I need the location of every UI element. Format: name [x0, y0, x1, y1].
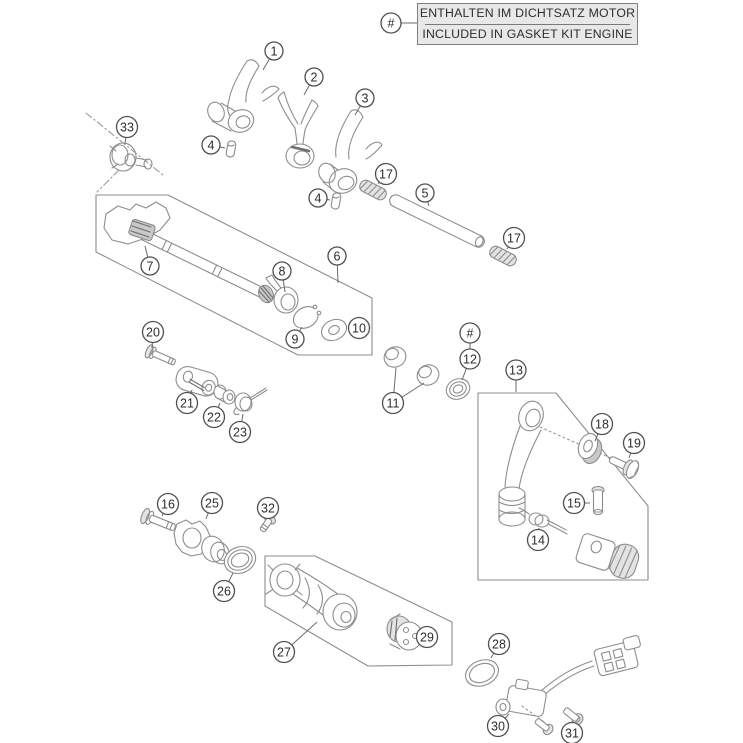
callout-number: 11	[386, 396, 400, 411]
callout-number: 17	[379, 167, 393, 182]
callout-31[interactable]	[562, 722, 583, 743]
callout-16[interactable]	[158, 494, 179, 517]
pin-15	[592, 487, 604, 515]
callout-number: 3	[361, 91, 369, 106]
callout-number: 9	[291, 332, 299, 347]
callout-number: 4	[314, 191, 322, 206]
callout-3[interactable]	[355, 89, 374, 115]
callout-legend-hash[interactable]	[381, 13, 417, 33]
callout-5[interactable]	[416, 184, 434, 206]
shift-rail-5	[388, 193, 487, 249]
spring-bolt-23	[234, 388, 267, 415]
shift-drum-27	[266, 564, 357, 630]
callout-30[interactable]	[488, 714, 510, 737]
callout-9[interactable]	[286, 327, 304, 348]
callout-number: 28	[492, 637, 506, 652]
sensor-cable	[541, 661, 594, 696]
part-drawings	[86, 60, 648, 737]
shift-fork-1	[205, 60, 279, 136]
callout-23[interactable]	[230, 414, 251, 443]
screw-20	[144, 344, 178, 369]
drive-hub-25	[174, 520, 232, 566]
callout-number: 14	[531, 533, 545, 548]
callout-number: 5	[421, 186, 429, 201]
callout-4a[interactable]	[202, 136, 225, 154]
callout-25[interactable]	[202, 493, 223, 520]
washer-18	[575, 431, 605, 467]
callout-number: 12	[463, 352, 477, 367]
callout-number: 15	[567, 496, 581, 511]
circlip-9	[293, 305, 320, 328]
shift-fork-2	[278, 92, 318, 168]
callout-13[interactable]	[506, 360, 526, 392]
locating-unit-33	[110, 143, 152, 171]
callout-number: 10	[352, 321, 366, 336]
shift-locating-lever-21	[173, 364, 220, 399]
drum-insert-29	[387, 614, 422, 650]
shift-shaft-assembly-7	[104, 202, 276, 305]
callout-number: 31	[565, 726, 579, 741]
legend-text-de: ENTHALTEN IM DICHTSATZ MOTOR	[419, 6, 636, 21]
bushing-11b	[414, 361, 442, 388]
callout-number: 33	[120, 120, 134, 135]
callout-19[interactable]	[624, 433, 645, 459]
callout-number: 4	[207, 138, 215, 153]
callout-number: 17	[507, 231, 521, 246]
callout-number: 19	[627, 436, 641, 451]
callout-1[interactable]	[263, 42, 283, 70]
callout-number: 18	[595, 417, 609, 432]
callout-14[interactable]	[528, 528, 549, 551]
legend-text-en: INCLUDED IN GASKET KIT ENGINE	[422, 26, 633, 41]
callout-number: 1	[270, 44, 278, 59]
shift-lever-toe-piece	[574, 531, 642, 582]
cable-connector	[592, 635, 645, 676]
callout-number: #	[387, 16, 395, 31]
callout-15[interactable]	[564, 493, 591, 514]
callout-32[interactable]	[258, 498, 279, 519]
mount-axis-line-2	[97, 170, 119, 192]
callout-27[interactable]	[274, 622, 318, 663]
washer-10	[318, 315, 350, 344]
callout-26[interactable]	[214, 573, 235, 602]
gasket-kit-legend	[417, 3, 638, 45]
callout-number: 29	[420, 630, 434, 645]
callout-number: 20	[146, 325, 160, 340]
callout-number: 6	[333, 249, 341, 264]
callout-number: 23	[233, 425, 247, 440]
callout-number: 27	[277, 645, 291, 660]
callout-number: 22	[207, 410, 221, 425]
callout-7[interactable]	[141, 246, 159, 275]
o-ring-28	[462, 655, 503, 691]
screw-30	[533, 716, 555, 737]
seal-ring-12	[443, 375, 473, 403]
callout-number: 25	[205, 496, 219, 511]
callout-17a[interactable]	[376, 164, 397, 185]
callout-number: 13	[509, 363, 523, 378]
callout-number: 26	[217, 584, 231, 599]
callout-28[interactable]	[489, 634, 510, 659]
callout-17b[interactable]	[504, 228, 525, 250]
seal-ring-26	[220, 542, 259, 578]
callout-2[interactable]	[304, 68, 323, 95]
callout-number: 30	[491, 719, 505, 734]
callout-10[interactable]	[348, 318, 370, 339]
callout-22[interactable]	[204, 403, 225, 428]
roller-22	[214, 385, 235, 404]
callout-12[interactable]	[460, 349, 480, 380]
callout-number: 7	[146, 259, 154, 274]
callout-number: 21	[180, 396, 194, 411]
callout-number: 32	[261, 501, 275, 516]
legend-divider	[425, 24, 630, 25]
pin-4a	[226, 140, 237, 157]
callout-number: 8	[278, 264, 286, 279]
callout-number: 16	[161, 497, 175, 512]
callout-29[interactable]	[416, 627, 438, 648]
callout-4b[interactable]	[309, 189, 330, 207]
pin-4b	[331, 192, 342, 209]
gear-position-sensor-30	[496, 679, 547, 722]
callout-20[interactable]	[143, 322, 164, 349]
callout-number: 2	[310, 70, 318, 85]
callout-number: #	[466, 326, 474, 341]
bushing-11a	[381, 343, 409, 370]
